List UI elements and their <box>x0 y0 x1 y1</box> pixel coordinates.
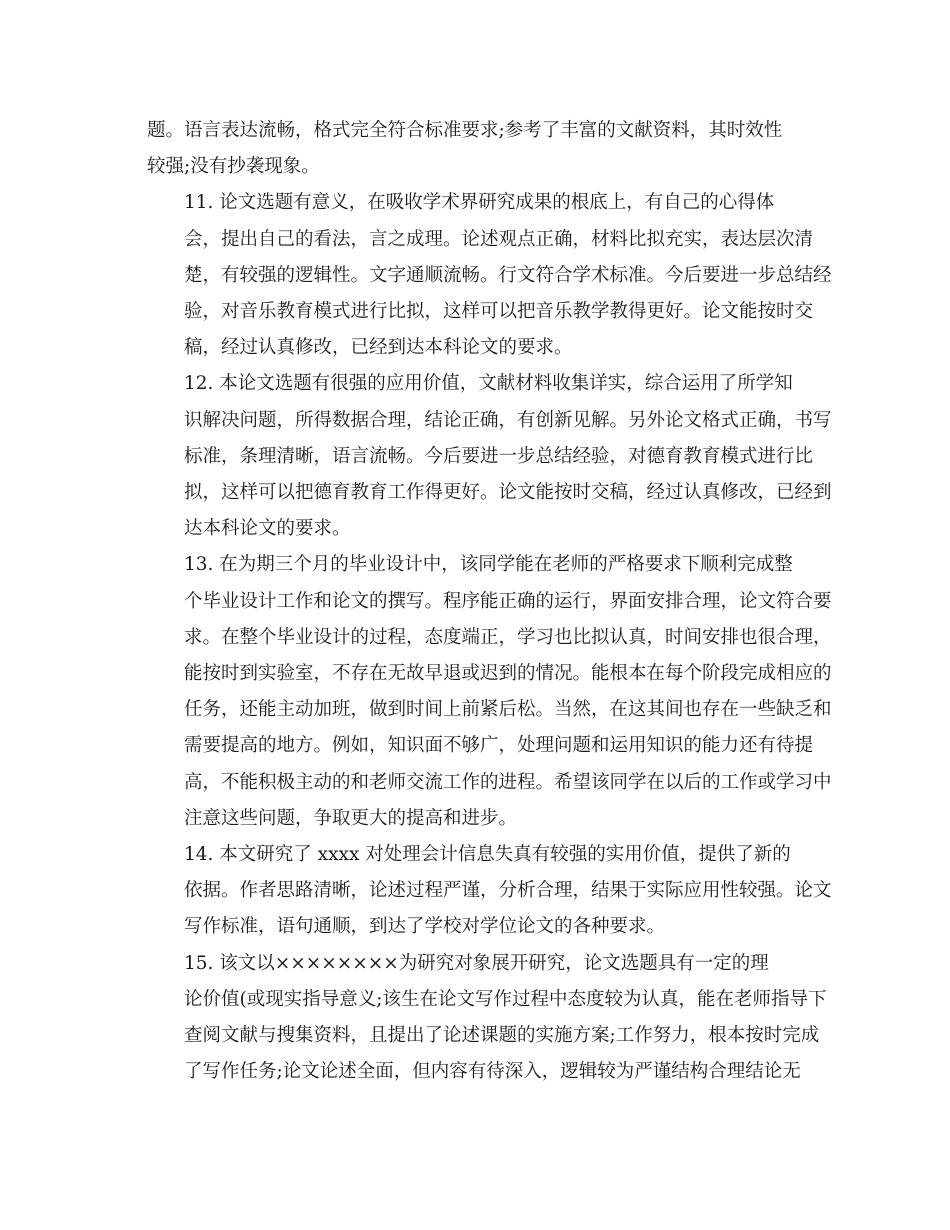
text-line: 依据。作者思路清晰，论述过程严谨，分析合理，结果于实际应用性较强。论文 <box>184 880 832 902</box>
text-line: 注意这些问题，争取更大的提高和进步。 <box>184 807 518 829</box>
text-line: 个毕业设计工作和论文的撰写。程序能正确的运行，界面安排合理，论文符合要 <box>184 590 832 612</box>
text-line: 15. 该文以××××××××为研究对象展开研究，论文选题具有一定的理 <box>184 952 769 974</box>
text-line: 写作标准，语句通顺，到达了学校对学位论文的各种要求。 <box>184 916 666 938</box>
text-line: 高，不能积极主动的和老师交流工作的进程。希望该同学在以后的工作或学习中 <box>184 771 832 793</box>
text-line: 需要提高的地方。例如，知识面不够广，处理问题和运用知识的能力还有待提 <box>184 735 814 757</box>
paragraph-continued <box>147 113 803 185</box>
paragraph-13 <box>147 547 832 837</box>
text-line: 会，提出自己的看法，言之成理。论述观点正确，材料比拟充实，表达层次清 <box>184 228 814 250</box>
text-line: 11. 论文选题有意义，在吸收学术界研究成果的根底上，有自己的心得体 <box>184 192 775 214</box>
paragraph-11 <box>147 185 832 366</box>
text-line: 了写作任务;论文论述全面，但内容有待深入，逻辑较为严谨结构合理结论无 <box>184 1061 801 1083</box>
text-line: 拟，这样可以把德育教育工作得更好。论文能按时交稿，经过认真修改，已经到 <box>184 482 832 504</box>
text-line: 求。在整个毕业设计的过程，态度端正，学习也比拟认真，时间安排也很合理， <box>184 626 832 648</box>
paragraph-14 <box>147 837 832 946</box>
text-line: 标准，条理清晰，语言流畅。今后要进一步总结经验，对德育教育模式进行比 <box>184 445 814 467</box>
text-line: 12. 本论文选题有很强的应用价值，文献材料收集详实，综合运用了所学知 <box>184 373 793 395</box>
text-line: 达本科论文的要求。 <box>184 518 351 540</box>
text-line: 验，对音乐教育模式进行比拟，这样可以把音乐教学教得更好。论文能按时交 <box>184 301 814 323</box>
text-line: 能按时到实验室，不存在无故早退或迟到的情况。能根本在每个阶段完成相应的 <box>184 663 832 685</box>
text-line: 任务，还能主动加班，做到时间上前紧后松。当然，在这其间也存在一些缺乏和 <box>184 699 832 721</box>
document-body <box>147 113 832 1090</box>
text-line: 识解决问题，所得数据合理，结论正确，有创新见解。另外论文格式正确，书写 <box>184 409 832 431</box>
text-line: 论价值(或现实指导意义;该生在论文写作过程中态度较为认真，能在老师指导下 <box>184 988 827 1010</box>
paragraph-15 <box>147 946 827 1091</box>
text-line: 查阅文献与搜集资料，且提出了论述课题的实施方案;工作努力，根本按时完成 <box>184 1025 820 1047</box>
paragraph-12 <box>147 366 832 547</box>
text-line: 楚，有较强的逻辑性。文字通顺流畅。行文符合学术标准。今后要进一步总结经 <box>184 264 832 286</box>
text-line: 14. 本文研究了 xxxx 对处理会计信息失真有较强的实用价值，提供了新的 <box>184 844 791 866</box>
text-line: 较强;没有抄袭现象。 <box>147 156 320 178</box>
text-line: 题。语言表达流畅，格式完全符合标准要求;参考了丰富的文献资料，其时效性 <box>147 120 783 141</box>
text-line: 稿，经过认真修改，已经到达本科论文的要求。 <box>184 337 573 359</box>
text-line: 13. 在为期三个月的毕业设计中，该同学能在老师的严格要求下顺利完成整 <box>184 554 793 576</box>
